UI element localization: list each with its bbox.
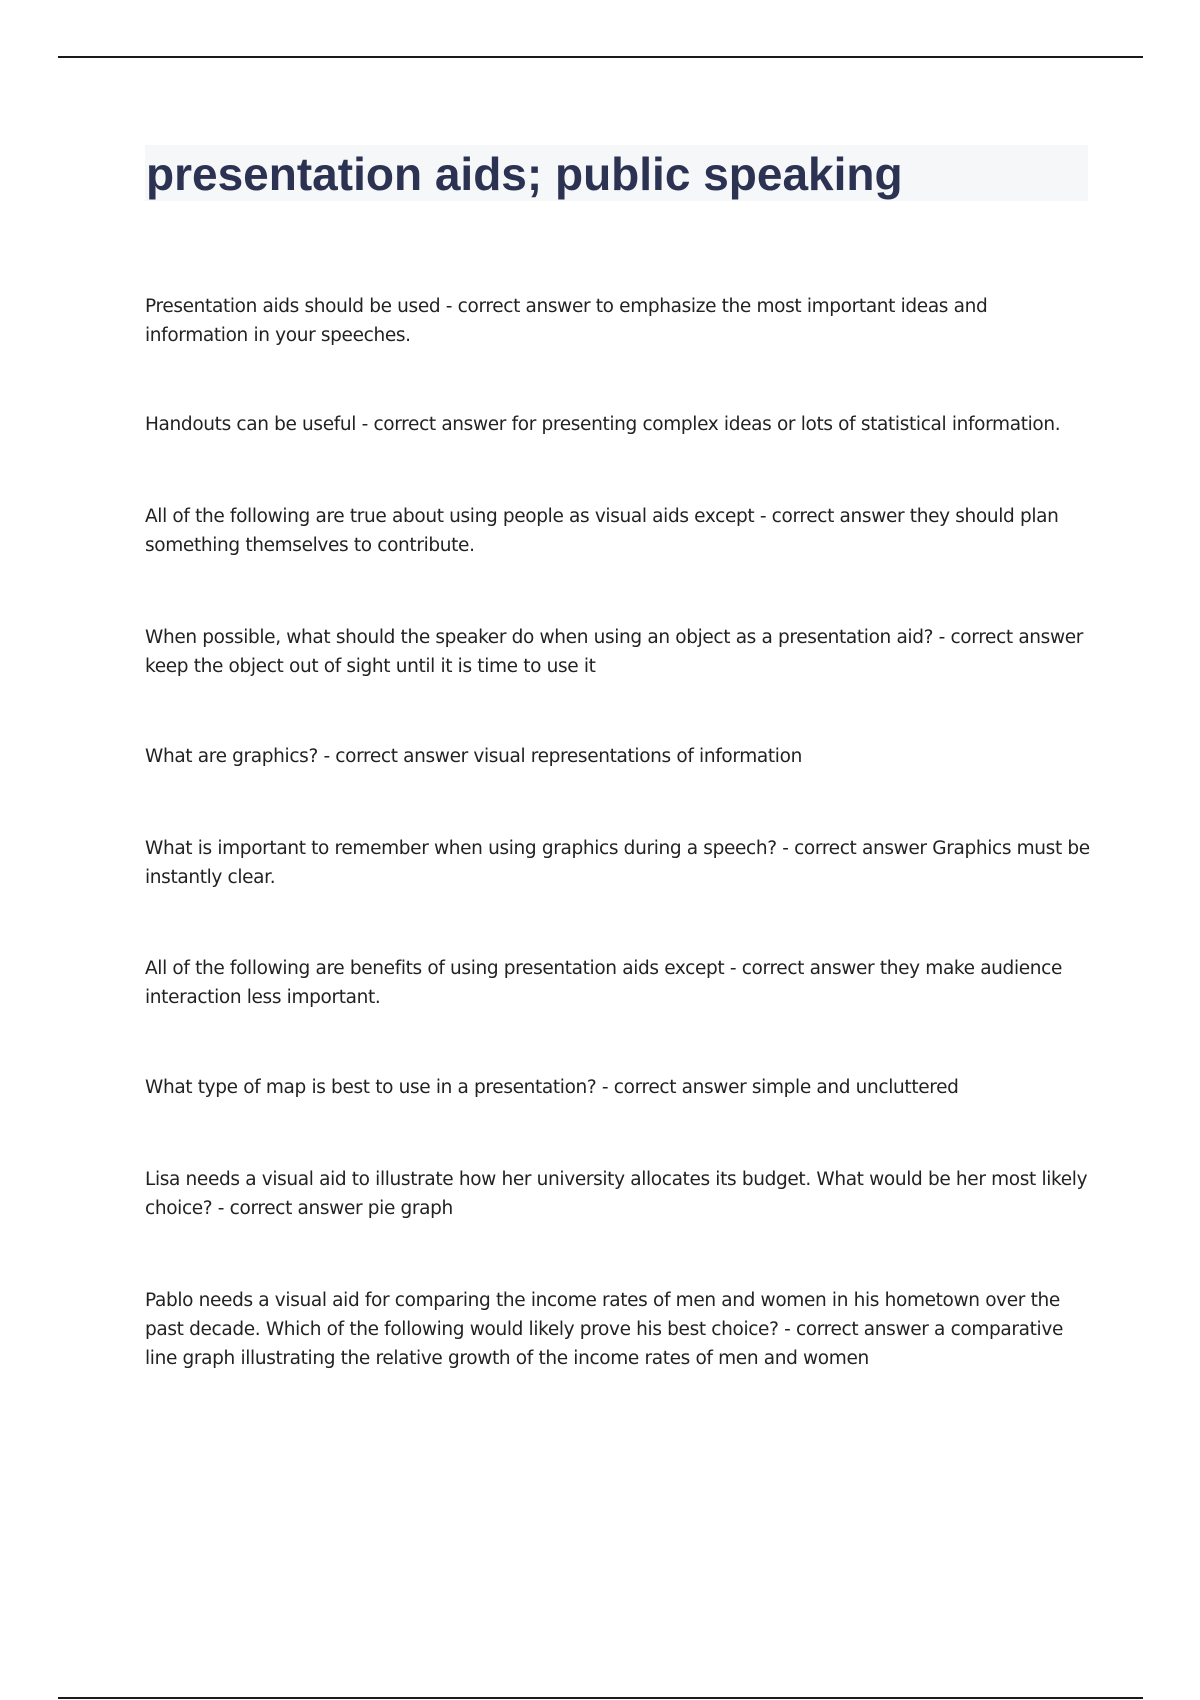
qa-item: Pablo needs a visual aid for comparing the income rates of men and women in his hometown over the past decade. Which of the following would likely prove his best choice? - correct answer a comparative line graph illustrating the relative growth of the income rates of men and women xyxy=(145,1290,1063,1369)
qa-item: Handouts can be useful - correct answer for presenting complex ideas or lots of statistical information. xyxy=(145,414,1061,435)
qa-item: All of the following are benefits of using presentation aids except - correct answer they make audience interaction less important. xyxy=(145,958,1062,1008)
qa-item: What are graphics? - correct answer visual representations of information xyxy=(145,746,802,767)
qa-item: When possible, what should the speaker do when using an object as a presentation aid? - correct answer keep the object out of sight until it is time to use it xyxy=(145,627,1084,677)
page-title: presentation aids; public speaking xyxy=(146,148,903,200)
qa-item: Presentation aids should be used - correct answer to emphasize the most important ideas and information in your speeches. xyxy=(145,296,988,346)
qa-item: What is important to remember when using graphics during a speech? - correct answer Graphics must be instantly clear. xyxy=(145,838,1090,888)
bottom-divider xyxy=(58,1697,1143,1699)
top-divider xyxy=(58,56,1143,58)
qa-item: What type of map is best to use in a presentation? - correct answer simple and uncluttered xyxy=(145,1077,959,1098)
qa-item: All of the following are true about using people as visual aids except - correct answer they should plan something themselves to contribute. xyxy=(145,506,1059,556)
qa-item: Lisa needs a visual aid to illustrate how her university allocates its budget. What would be her most likely choice? - correct answer pie graph xyxy=(145,1169,1088,1219)
